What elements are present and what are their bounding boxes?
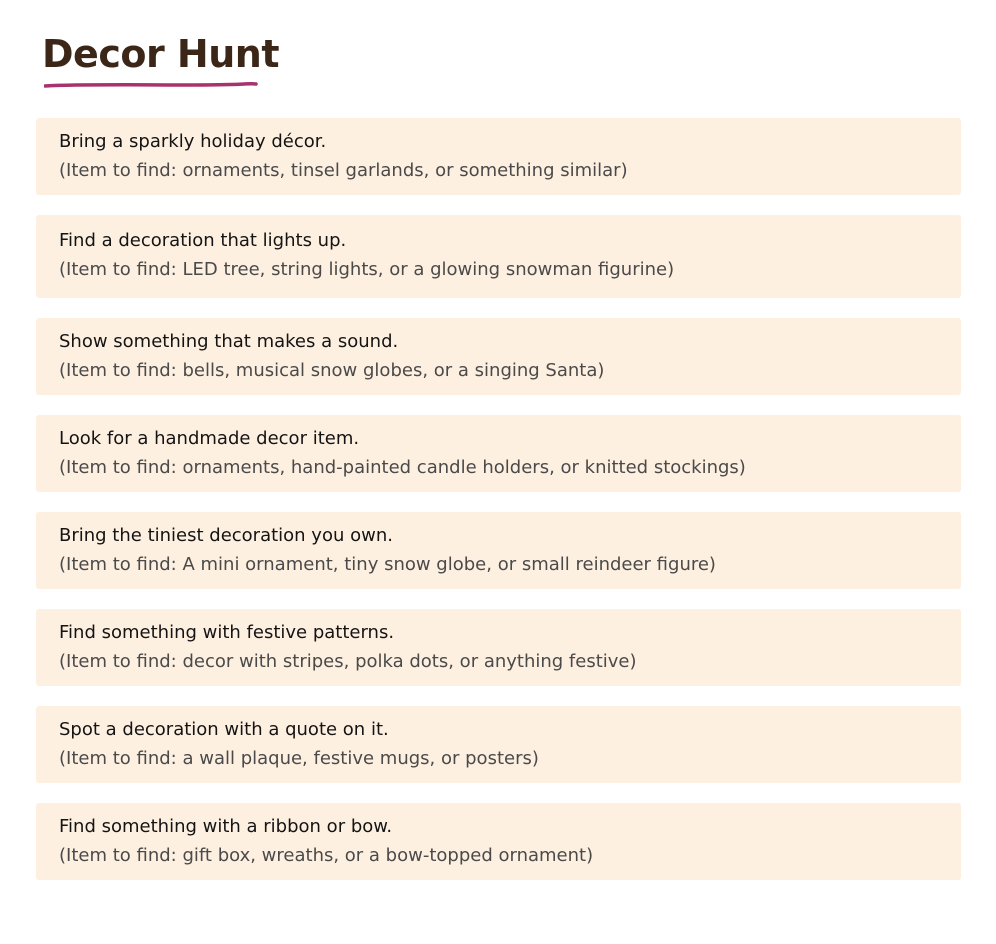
page-title: Decor Hunt: [42, 32, 279, 76]
page-header: [42, 30, 279, 78]
task-hint: (Item to find: decor with stripes, polka dots, or anything festive): [59, 651, 637, 672]
task-card: [36, 803, 961, 880]
task-hint: (Item to find: A mini ornament, tiny snow globe, or small reindeer figure): [59, 554, 716, 575]
task-prompt: Bring the tiniest decoration you own.: [59, 525, 393, 546]
task-prompt: Bring a sparkly holiday décor.: [59, 131, 327, 152]
task-prompt: Find something with a ribbon or bow.: [59, 816, 393, 837]
title-underline-brushstroke: [44, 80, 258, 92]
task-card: [36, 706, 961, 783]
task-prompt: Find a decoration that lights up.: [59, 230, 347, 251]
task-hint: (Item to find: a wall plaque, festive mugs, or posters): [59, 748, 539, 769]
task-hint: (Item to find: gift box, wreaths, or a bow-topped ornament): [59, 845, 594, 866]
task-hint: (Item to find: LED tree, string lights, or a glowing snowman figurine): [59, 259, 675, 280]
task-hint: (Item to find: ornaments, hand-painted candle holders, or knitted stockings): [59, 457, 746, 478]
task-card: [36, 609, 961, 686]
task-list: [36, 118, 961, 900]
task-card: [36, 512, 961, 589]
task-card: [36, 118, 961, 195]
task-card: [36, 215, 961, 298]
task-card: [36, 318, 961, 395]
task-prompt: Find something with festive patterns.: [59, 622, 395, 643]
task-card: [36, 415, 961, 492]
task-prompt: Look for a handmade decor item.: [59, 428, 360, 449]
task-prompt: Show something that makes a sound.: [59, 331, 399, 352]
task-prompt: Spot a decoration with a quote on it.: [59, 719, 389, 740]
task-hint: (Item to find: ornaments, tinsel garlands, or something similar): [59, 160, 628, 181]
task-hint: (Item to find: bells, musical snow globes, or a singing Santa): [59, 360, 605, 381]
